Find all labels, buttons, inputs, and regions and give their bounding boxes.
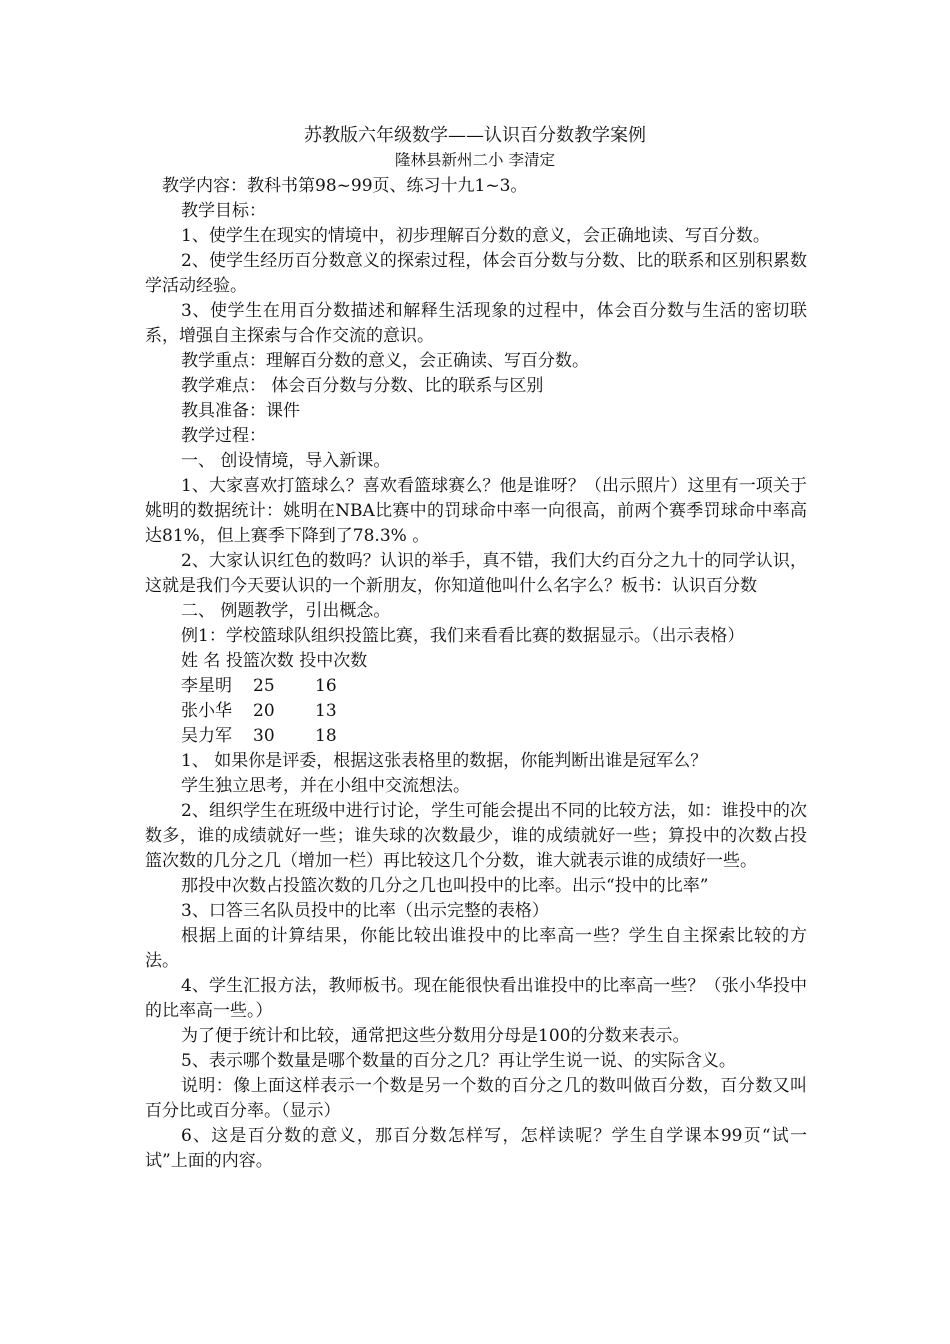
table-cell: 吴力军 xyxy=(181,726,232,746)
document-author: 隆林县新州二小 李清定 xyxy=(395,151,555,169)
paragraph: 3、使学生在用百分数描述和解释生活现象的过程中，体会百分数与生活的密切联系，增强自主探索与合作交流的意识。 xyxy=(145,301,807,346)
paragraph: 教学目标： xyxy=(181,201,266,221)
table-cell: 李星明 xyxy=(181,676,232,696)
table-cell: 20 xyxy=(253,701,275,721)
table-cell: 13 xyxy=(315,701,337,721)
paragraph: 为了便于统计和比较，通常把这些分数用分母是100的分数来表示。 xyxy=(181,1026,690,1046)
paragraph: 3、口答三名队员投中的比率（出示完整的表格） xyxy=(181,901,549,921)
paragraph: 例1：学校篮球队组织投篮比赛，我们来看看比赛的数据显示。（出示表格） xyxy=(181,626,745,646)
paragraph: 教学过程： xyxy=(181,426,266,446)
paragraph: 2、组织学生在班级中进行讨论，学生可能会提出不同的比较方法，如：谁投中的次数多，谁的成绩就好一些；谁失球的次数最少，谁的成绩就好一些；算投中的次数占投篮次数的几分之几（增加一栏）再比较这几个分数，谁大就表示谁的成绩好一些。 xyxy=(145,801,807,871)
table-cell: 18 xyxy=(315,726,337,746)
document-title: 苏教版六年级数学——认识百分数教学案例 xyxy=(304,125,646,146)
document-body xyxy=(145,174,807,1174)
paragraph: 教具准备：课件 xyxy=(181,401,300,421)
paragraph: 1、 如果你是评委，根据这张表格里的数据，你能判断出谁是冠军么？ xyxy=(181,751,708,771)
table-cell: 25 xyxy=(253,676,275,696)
table-cell: 16 xyxy=(315,676,337,696)
table-header-cell: 投中次数 xyxy=(299,651,368,671)
paragraph: 4、学生汇报方法，教师板书。现在能很快看出谁投中的比率高一些？（张小华投中的比率高一些。） xyxy=(145,976,807,1021)
paragraph: 根据上面的计算结果，你能比较出谁投中的比率高一些？学生自主探索比较的方法。 xyxy=(145,926,807,971)
paragraph: 教学难点： 体会百分数与分数、比的联系与区别 xyxy=(181,376,544,396)
paragraph: 教学重点：理解百分数的意义，会正确读、写百分数。 xyxy=(181,351,589,371)
paragraph: 1、大家喜欢打篮球么？喜欢看篮球赛么？他是谁呀？（出示照片）这里有一项关于姚明的数据统计：姚明在NBA比赛中的罚球命中率一向很高，前两个赛季罚球命中率高达81%，但上赛季下降到了78.3% 。 xyxy=(145,476,807,546)
table-row xyxy=(145,699,807,724)
table-header-cell: 姓 名 xyxy=(181,651,221,671)
table-row xyxy=(145,724,807,749)
paragraph: 6、这是百分数的意义，那百分数怎样写，怎样读呢？学生自学课本99页“试一试”上面的内容。 xyxy=(145,1126,807,1171)
paragraph: 说明：像上面这样表示一个数是另一个数的百分之几的数叫做百分数，百分数又叫百分比或百分率。（显示） xyxy=(145,1076,807,1121)
table-cell: 张小华 xyxy=(181,701,232,721)
paragraph: 教学内容：教科书第98~99页、练习十九1~3。 xyxy=(162,176,528,196)
paragraph: 那投中次数占投篮次数的几分之几也叫投中的比率。出示“投中的比率” xyxy=(181,876,709,896)
paragraph: 1、使学生在现实的情境中，初步理解百分数的意义，会正确地读、写百分数。 xyxy=(181,226,770,246)
table-header-row xyxy=(145,649,807,674)
section-heading: 一、 创设情境，导入新课。 xyxy=(181,451,391,471)
section-heading: 二、 例题教学，引出概念。 xyxy=(181,601,391,621)
paragraph: 5、表示哪个数量是哪个数量的百分之几？再让学生说一说、的实际含义。 xyxy=(181,1051,736,1071)
table-cell: 30 xyxy=(253,726,275,746)
table-row xyxy=(145,674,807,699)
paragraph: 2、使学生经历百分数意义的探索过程，体会百分数与分数、比的联系和区别积累数学活动经验。 xyxy=(145,251,807,296)
paragraph: 2、大家认识红色的数吗？认识的举手，真不错，我们大约百分之九十的同学认识，这就是我们今天要认识的一个新朋友，你知道他叫什么名字么？板书：认识百分数 xyxy=(145,551,807,596)
paragraph: 学生独立思考，并在小组中交流想法。 xyxy=(181,776,470,796)
table-header-cell: 投篮次数 xyxy=(225,651,294,671)
